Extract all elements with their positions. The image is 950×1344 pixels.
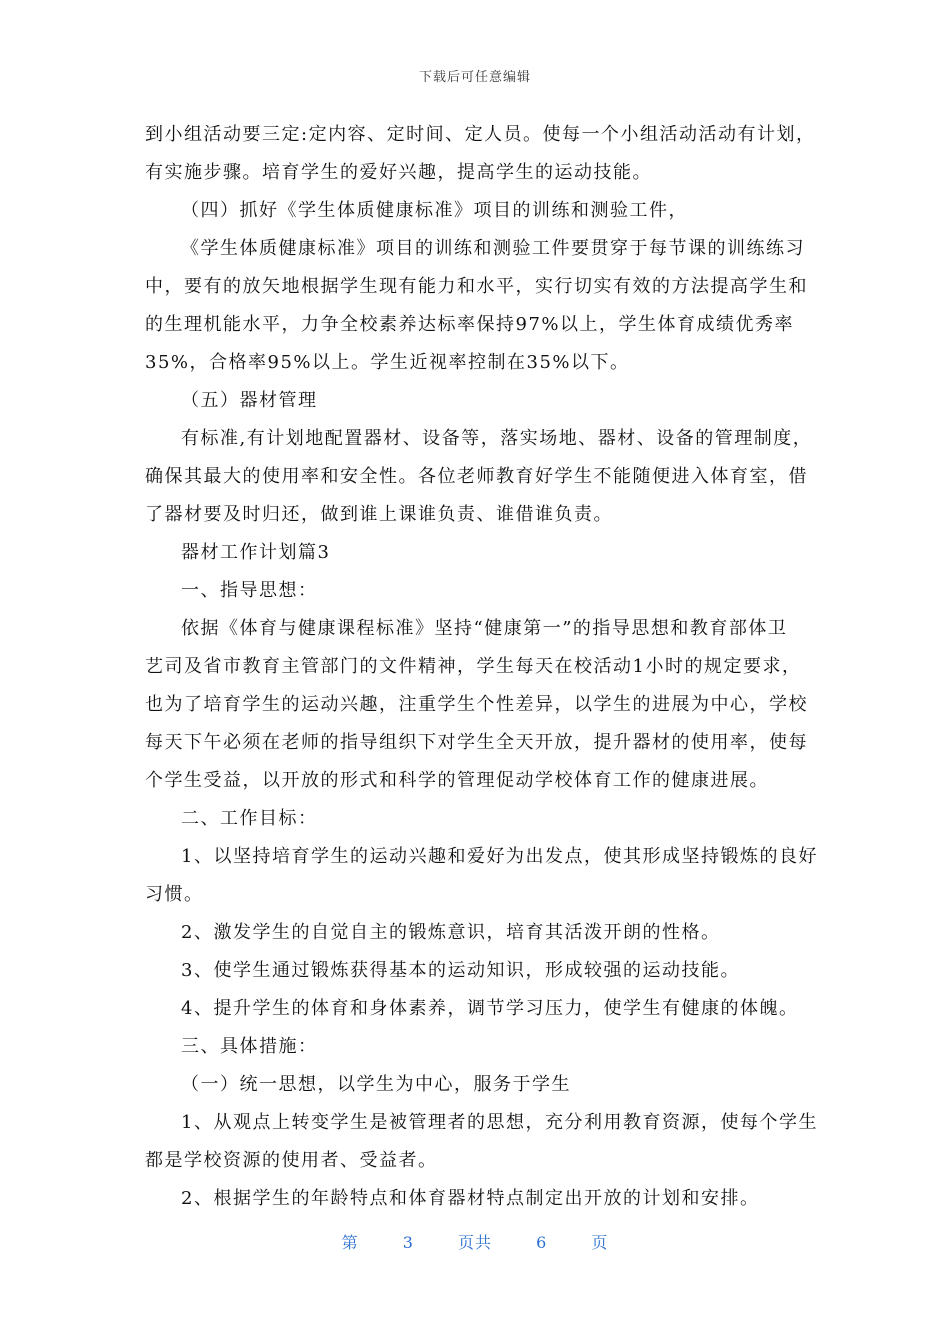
footer-total-pages: 6	[536, 1233, 548, 1252]
paragraph	[145, 952, 810, 990]
paragraph-line: 中，要有的放矢地根据学生现有能力和水平，实行切实有效的方法提高学生和	[145, 276, 808, 297]
paragraph	[145, 914, 810, 952]
paragraph	[145, 876, 810, 914]
paragraph-line: 《学生体质健康标准》项目的训练和测验工件要贯穿于每节课的训练练习	[181, 238, 805, 259]
paragraph	[145, 1142, 810, 1180]
footer-prefix: 第	[341, 1233, 359, 1252]
paragraph-line: 1、以坚持培育学生的运动兴趣和爱好为出发点，使其形成坚持锻炼的良好	[181, 846, 818, 867]
footer-suffix: 页	[591, 1233, 609, 1252]
paragraph	[145, 1104, 818, 1142]
paragraph	[145, 1028, 810, 1066]
paragraph-line: 2、根据学生的年龄特点和体育器材特点制定出开放的计划和安排。	[181, 1188, 760, 1209]
paragraph	[145, 116, 816, 192]
paragraph	[145, 382, 810, 420]
paragraph-line: 35%，合格率95%以上。学生近视率控制在35%以下。	[145, 352, 630, 373]
footer-middle: 页共	[457, 1233, 492, 1252]
paragraph-line: 三、具体措施：	[181, 1036, 318, 1057]
paragraph-line: 有标准,有计划地配置器材、设备等，落实场地、器材、设备的管理制度，	[181, 428, 813, 449]
paragraph	[145, 648, 810, 800]
paragraph	[145, 192, 810, 230]
paragraph-line: 二、工作目标：	[181, 808, 318, 829]
paragraph-line: 个学生受益，以开放的形式和科学的管理促动学校体育工作的健康进展。	[145, 770, 769, 791]
paragraph-line: 有实施步骤。培育学生的爱好兴趣，提高学生的运动技能。	[145, 162, 652, 183]
paragraph-line: 到小组活动要三定:定内容、定时间、定人员。使每一个小组活动活动有计划，	[145, 124, 816, 145]
paragraph-line: 2、激发学生的自觉自主的锻炼意识，培育其活泼开朗的性格。	[181, 922, 721, 943]
page-header: 下载后可任意编辑	[418, 70, 531, 85]
paragraph	[145, 1180, 810, 1218]
paragraph	[145, 268, 810, 382]
paragraph-line: 了器材要及时归还，做到谁上课谁负责、谁借谁负责。	[145, 504, 613, 525]
paragraph-line: 都是学校资源的使用者、受益者。	[145, 1150, 438, 1171]
paragraph	[145, 230, 810, 268]
paragraph-line: 也为了培育学生的运动兴趣，注重学生个性差异，以学生的进展为中心，学校	[145, 694, 808, 715]
footer-current-page: 3	[402, 1233, 414, 1252]
paragraph	[145, 534, 810, 572]
paragraph-line: 一、指导思想：	[181, 580, 318, 601]
paragraph-line: 3、使学生通过锻炼获得基本的运动知识，形成较强的运动技能。	[181, 960, 740, 981]
paragraph-line: 1、从观点上转变学生是被管理者的思想，充分利用教育资源，使每个学生	[181, 1112, 818, 1133]
paragraph	[145, 610, 810, 648]
paragraph-line: （五）器材管理	[181, 390, 318, 411]
paragraph	[145, 420, 813, 458]
paragraph	[145, 990, 810, 1028]
paragraph-line: 的生理机能水平，力争全校素养达标率保持97%以上，学生体育成绩优秀率	[145, 314, 795, 335]
paragraph	[145, 458, 810, 534]
paragraph-line: 确保其最大的使用率和安全性。各位老师教育好学生不能随便进入体育室，借	[145, 466, 808, 487]
paragraph	[145, 572, 810, 610]
paragraph	[145, 800, 810, 838]
paragraph	[145, 1066, 810, 1104]
paragraph	[145, 838, 818, 876]
paragraph-line: 器材工作计划篇3	[181, 542, 331, 563]
paragraph-line: 习惯。	[145, 884, 204, 905]
paragraph-line: 4、提升学生的体育和身体素养，调节学习压力，使学生有健康的体魄。	[181, 998, 799, 1019]
document-body	[145, 116, 818, 1218]
paragraph-line: 每天下午必须在老师的指导组织下对学生全天开放，提升器材的使用率，使每	[145, 732, 808, 753]
paragraph-line: （四）抓好《学生体质健康标准》项目的训练和测验工件，	[181, 200, 688, 221]
page-footer	[0, 1230, 950, 1253]
paragraph-line: 依据《体育与健康课程标准》坚持“健康第一”的指导思想和教育部体卫	[181, 618, 788, 639]
paragraph-line: 艺司及省市教育主管部门的文件精神，学生每天在校活动1小时的规定要求，	[145, 656, 802, 677]
paragraph-line: （一）统一思想，以学生为中心，服务于学生	[181, 1074, 571, 1095]
